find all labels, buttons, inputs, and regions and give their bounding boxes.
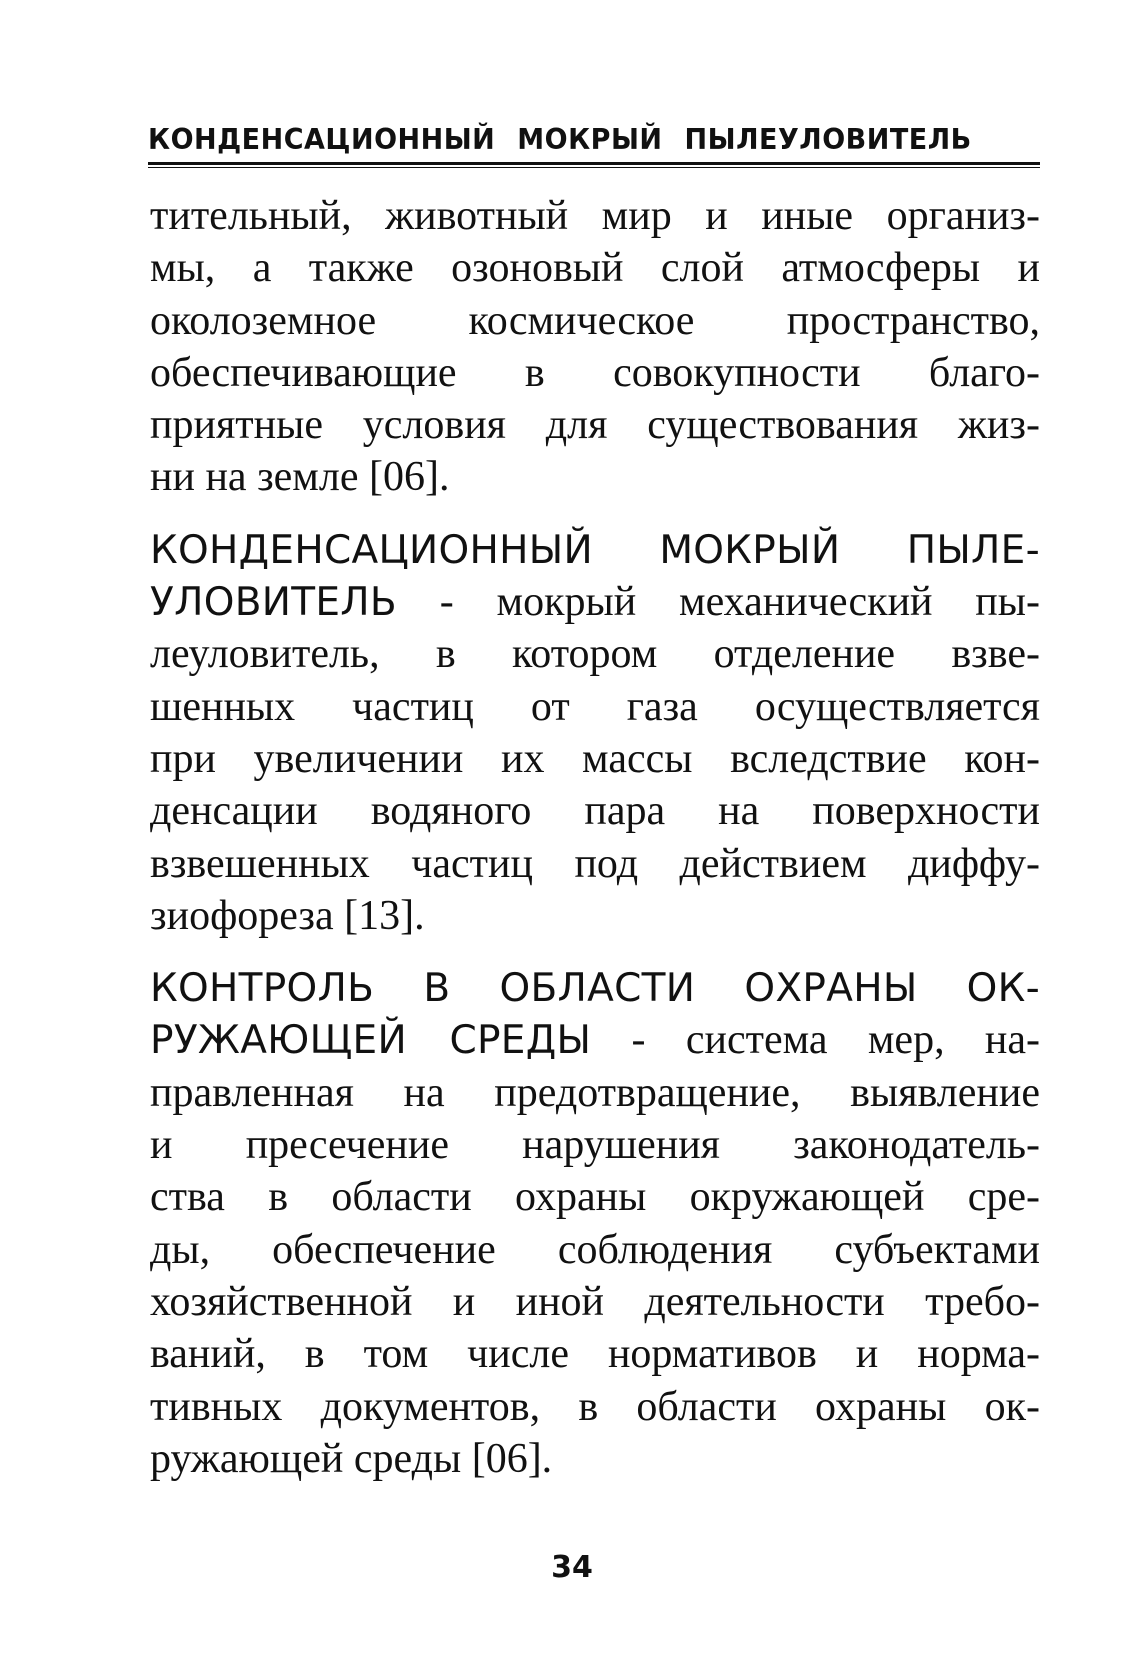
text-line: околоземное космическое пространство, xyxy=(150,297,1040,344)
header-rule-thin xyxy=(148,167,1040,168)
entry-term: УЛОВИТЕЛЬ xyxy=(150,580,397,626)
dictionary-entry xyxy=(150,524,1040,942)
text-line: шенных частиц от газа осуществляется xyxy=(150,683,1040,730)
text-line: ни на земле [06]. xyxy=(150,454,450,501)
term-line xyxy=(150,962,1040,1014)
definition-text: - система мер, на- xyxy=(591,1017,1040,1064)
text-line: взвешенных частиц под действием диффу- xyxy=(150,840,1040,887)
continuation-paragraph xyxy=(150,190,1040,504)
entry-term: РУЖАЮЩЕЙ СРЕДЫ xyxy=(150,1018,592,1064)
text-line: денсации водяного пара на поверхности xyxy=(150,788,1040,835)
text-line: тивных документов, в области охраны ок- xyxy=(150,1383,1040,1430)
text-line: ружающей среды [06]. xyxy=(150,1435,553,1482)
term-line xyxy=(150,524,1040,576)
text-line: леуловитель, в котором отделение взве- xyxy=(150,631,1040,678)
text-line: ства в области охраны окружающей сре- xyxy=(150,1174,1040,1221)
text-line: зиофореза [13]. xyxy=(150,892,425,939)
text-line: приятные условия для существования жиз- xyxy=(150,402,1040,449)
page-number: 34 xyxy=(551,1550,593,1585)
text-line: хозяйственной и иной деятельности требо- xyxy=(150,1278,1040,1325)
text-line: тительный, животный мир и иные организ- xyxy=(150,193,1040,239)
text-line: ваний, в том числе нормативов и норма- xyxy=(150,1331,1040,1378)
definition-text: - мокрый механический пы- xyxy=(396,579,1040,626)
text-line: при увеличении их массы вследствие кон- xyxy=(150,735,1040,782)
body-text xyxy=(150,190,1040,1485)
text-line xyxy=(150,576,1040,628)
running-head-word: МОКРЫЙ xyxy=(517,124,663,157)
text-line: правленная на предотвращение, выявление xyxy=(150,1069,1040,1116)
text-line: ды, обеспечение соблюдения субъектами xyxy=(150,1226,1040,1273)
running-head-word: КОНДЕНСАЦИОННЫЙ xyxy=(148,124,496,157)
entry-term: КОНДЕНСАЦИОННЫЙ МОКРЫЙ ПЫЛЕ- xyxy=(150,527,1040,573)
text-line: мы, а также озоновый слой атмосферы и xyxy=(150,245,1040,292)
running-head-word: ПЫЛЕУЛОВИТЕЛЬ xyxy=(684,124,972,157)
text-line: обеспечивающие в совокупности благо- xyxy=(150,349,1040,396)
text-line xyxy=(150,1014,1040,1066)
text-line: и пресечение нарушения законодатель- xyxy=(150,1122,1040,1169)
header-rule xyxy=(148,162,1040,165)
running-head xyxy=(148,124,1038,157)
dictionary-entry xyxy=(150,962,1040,1485)
entry-term: КОНТРОЛЬ В ОБЛАСТИ ОХРАНЫ ОК- xyxy=(150,966,1040,1012)
